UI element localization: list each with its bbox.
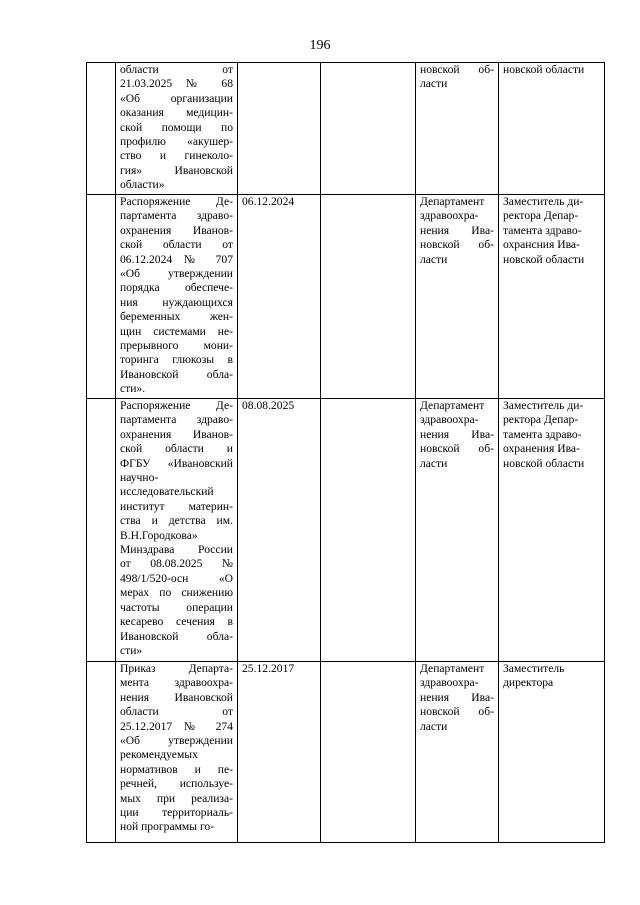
document-cell (116, 399, 238, 662)
cell-line: ской области и (120, 442, 233, 456)
cell-line: ния нуждающихся (120, 295, 233, 309)
cell-line: области от (120, 705, 233, 719)
cell-line: директора (503, 676, 554, 690)
department-cell (416, 399, 499, 662)
cell-line: ласти (420, 77, 448, 91)
cell-line: тамента здраво- (503, 223, 582, 237)
cell-line: гия» Ивановской (120, 163, 233, 177)
table-row (87, 662, 605, 843)
cell-line: 25.12.2017 № 274 (120, 719, 233, 733)
cell-line: рекомендуемых (120, 748, 198, 762)
document-cell (116, 63, 238, 195)
cell-line: ласти (420, 252, 448, 266)
cell-line: охранения Иванов- (120, 223, 233, 237)
cell-line: от 08.08.2025 № (120, 557, 233, 571)
cell-line: Приказ Департа- (120, 662, 233, 675)
cell-line: новской области (503, 63, 585, 76)
cell-line: порядка обеспече- (120, 281, 233, 295)
cell-line: Распоряжение Де- (120, 195, 233, 208)
cell-line: нения Ива- (420, 690, 494, 704)
cell-line: Департамент (420, 399, 485, 412)
cell-line: 06.12.2024 № 707 (120, 252, 233, 266)
cell-line: щин системами не- (120, 324, 233, 338)
cell-line: «Об утверждении (120, 734, 233, 748)
cell-line: здравоохра- (420, 413, 479, 427)
cell-line: профилю «акушер- (120, 135, 233, 149)
responsible-cell (499, 195, 605, 399)
cell-line: нормативов и пе- (120, 762, 233, 776)
cell-line: мых при реализа- (120, 791, 233, 805)
table-row (87, 63, 605, 195)
cell-line: нения Ивановской (120, 690, 233, 704)
date-cell: 06.12.2024 (238, 195, 321, 399)
cell-line: прерывного мони- (120, 339, 233, 353)
cell-line: ства и детства им. (120, 514, 233, 528)
table-row (87, 399, 605, 662)
number-cell (87, 63, 116, 195)
cell-line: нения Ива- (420, 427, 494, 441)
date-cell (238, 63, 321, 195)
document-table (86, 62, 605, 843)
cell-line: ной программы го- (120, 820, 215, 834)
cell-line: мента здравоохра- (120, 676, 233, 690)
cell-line: охранения Иванов- (120, 427, 233, 441)
cell-line: ласти (420, 456, 448, 470)
cell-line: «Об утверждении (120, 267, 233, 281)
cell-line: новской об- (420, 63, 494, 76)
cell-line: сти» (120, 643, 143, 657)
cell-line: научно- (120, 471, 159, 485)
cell-line: сти». (120, 382, 146, 396)
cell-line: Ивановской обла- (120, 367, 233, 381)
cell-line: институт материн- (120, 499, 233, 513)
cell-line: партамента здраво- (120, 413, 233, 427)
cell-line: исследовательский (120, 485, 214, 499)
cell-line: новской области (503, 252, 585, 266)
cell-line: ской помощи по (120, 120, 233, 134)
number-cell (87, 662, 116, 843)
cell-line: 21.03.2025 № 68 (120, 77, 233, 91)
cell-line: Департамент (420, 195, 485, 208)
cell-line: новской области (503, 456, 585, 470)
responsible-cell (499, 399, 605, 662)
cell-line: оказания медицин- (120, 106, 233, 120)
cell-line: ство и гинеколо- (120, 149, 233, 163)
cell-line: новской об- (420, 705, 494, 719)
department-cell (416, 63, 499, 195)
cell-line: Ивановской обла- (120, 629, 233, 643)
responsible-cell (499, 63, 605, 195)
cell-line: торинга глюкозы в (120, 353, 233, 367)
cell-line: беременных жен- (120, 310, 233, 324)
cell-line: «Об организации (120, 91, 233, 105)
department-cell (416, 195, 499, 399)
blank-cell (321, 399, 416, 662)
date-cell: 25.12.2017 (238, 662, 321, 843)
cell-line: ректора Депар- (503, 209, 579, 223)
cell-line: ции территориаль- (120, 806, 233, 820)
number-cell (87, 195, 116, 399)
cell-line: области» (120, 178, 165, 192)
cell-line: тамента здраво- (503, 427, 582, 441)
cell-line: ласти (420, 719, 448, 733)
responsible-cell (499, 662, 605, 843)
number-cell (87, 399, 116, 662)
page-number: 196 (309, 38, 331, 53)
cell-line: охранения Ива- (503, 442, 580, 456)
cell-line: речней, используе- (120, 777, 233, 791)
cell-line: ФГБУ «Ивановский (120, 456, 233, 470)
cell-line: новской об- (420, 442, 494, 456)
blank-cell (321, 63, 416, 195)
cell-line: ректора Депар- (503, 413, 579, 427)
blank-cell (321, 662, 416, 843)
cell-line: частоты операции (120, 600, 233, 614)
blank-cell (321, 195, 416, 399)
cell-line: Минздрава России (120, 543, 233, 557)
document-cell (116, 662, 238, 843)
cell-line: области от (120, 63, 233, 76)
cell-line: Заместитель ди- (503, 399, 584, 412)
cell-line: кесарево сечения в (120, 615, 233, 629)
cell-line: Департамент (420, 662, 485, 675)
cell-line: В.Н.Городкова» (120, 528, 198, 542)
document-cell (116, 195, 238, 399)
cell-line: мерах по снижению (120, 586, 233, 600)
cell-line: охрансния Ива- (503, 238, 580, 252)
date-cell: 08.08.2025 (238, 399, 321, 662)
table-body (87, 63, 605, 843)
cell-line: новской об- (420, 238, 494, 252)
cell-line: Заместитель ди- (503, 195, 584, 208)
cell-line: Распоряжение Де- (120, 399, 233, 412)
cell-line: партамента здраво- (120, 209, 233, 223)
table-row (87, 195, 605, 399)
cell-line: нения Ива- (420, 223, 494, 237)
cell-line: ской области от (120, 238, 233, 252)
cell-line: здравоохра- (420, 209, 479, 223)
cell-line: здравоохра- (420, 676, 479, 690)
cell-line: Заместитель (503, 662, 565, 675)
department-cell (416, 662, 499, 843)
cell-line: 498/1/520-осн «О (120, 571, 233, 585)
